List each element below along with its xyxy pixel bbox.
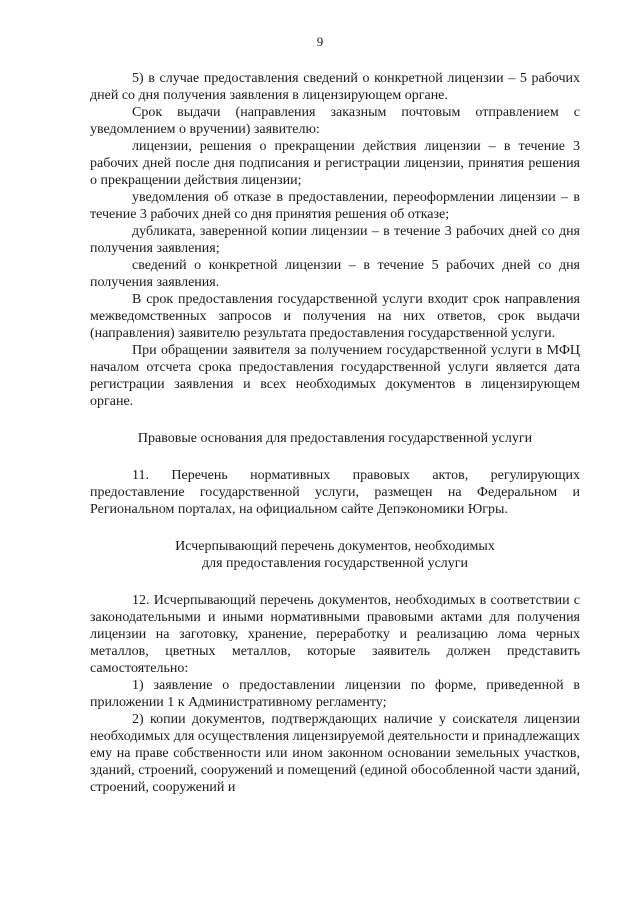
paragraph-12: 12. Исчерпывающий перечень документов, необходимых в соответствии с законодательными и иными нормативными правовыми актами для получения лицензии на заготовку, хранение, переработку и реализацию лома черных металлов, цветных металлов, которые заявитель должен представить самостоятельно: bbox=[90, 593, 580, 676]
paragraph-license-term: лицензии, решения о прекращении действия лицензии – в течение 3 рабочих дней после дня подписания и регистрации лицензии, принятия решения о прекращении действия лицензии; bbox=[90, 139, 580, 188]
paragraph-5-term-info: 5) в случае предоставления сведений о конкретной лицензии – 5 рабочих дней со дня получения заявления в лицензирующем органе. bbox=[90, 71, 580, 103]
section-heading-documents-line1: Исчерпывающий перечень документов, необходимых bbox=[175, 539, 495, 554]
list-item-2: 2) копии документов, подтверждающих наличие у соискателя лицензии необходимых для осуществления лицензируемой деятельности и принадлежащих ему на праве собственности или ином законном основании земельных участков, зданий, строений, сооружений и помещений (единой обособленной части зданий, строений, сооружений и bbox=[90, 712, 580, 795]
paragraph-mfc-term: При обращении заявителя за получением государственной услуги в МФЦ началом отсчета срока предоставления государственной услуги является дата регистрации заявления и всех необходимых документов в лицензирующем органе. bbox=[90, 343, 580, 409]
page-number: 9 bbox=[316, 34, 324, 49]
paragraph-issue-term: Срок выдачи (направления заказным почтовым отправлением с уведомлением о вручении) заявителю: bbox=[90, 105, 580, 137]
section-heading-legal-basis: Правовые основания для предоставления государственной услуги bbox=[137, 431, 533, 446]
document-body bbox=[90, 70, 580, 796]
paragraph-duplicate-term: дубликата, заверенной копии лицензии – в течение 3 рабочих дней со дня получения заявления; bbox=[90, 224, 580, 256]
paragraph-interagency-term: В срок предоставления государственной услуги входит срок направления межведомственных запросов и получения на них ответов, срок выдачи (направления) заявителю результата предоставления государственной услуги. bbox=[90, 292, 580, 341]
paragraph-refusal-term: уведомления об отказе в предоставлении, переоформлении лицензии – в течение 3 рабочих дней со дня принятия решения об отказе; bbox=[90, 190, 580, 222]
list-item-1: 1) заявление о предоставлении лицензии по форме, приведенной в приложении 1 к Административному регламенту; bbox=[90, 678, 580, 710]
paragraph-info-term: сведений о конкретной лицензии – в течение 5 рабочих дней со дня получения заявления. bbox=[90, 258, 580, 290]
section-heading-documents-line2: для предоставления государственной услуги bbox=[201, 556, 469, 571]
paragraph-11: 11. Перечень нормативных правовых актов, регулирующих предоставление государственной услуги, размещен на Федеральном и Региональном порталах, на официальном сайте Депэкономики Югры. bbox=[90, 468, 580, 517]
